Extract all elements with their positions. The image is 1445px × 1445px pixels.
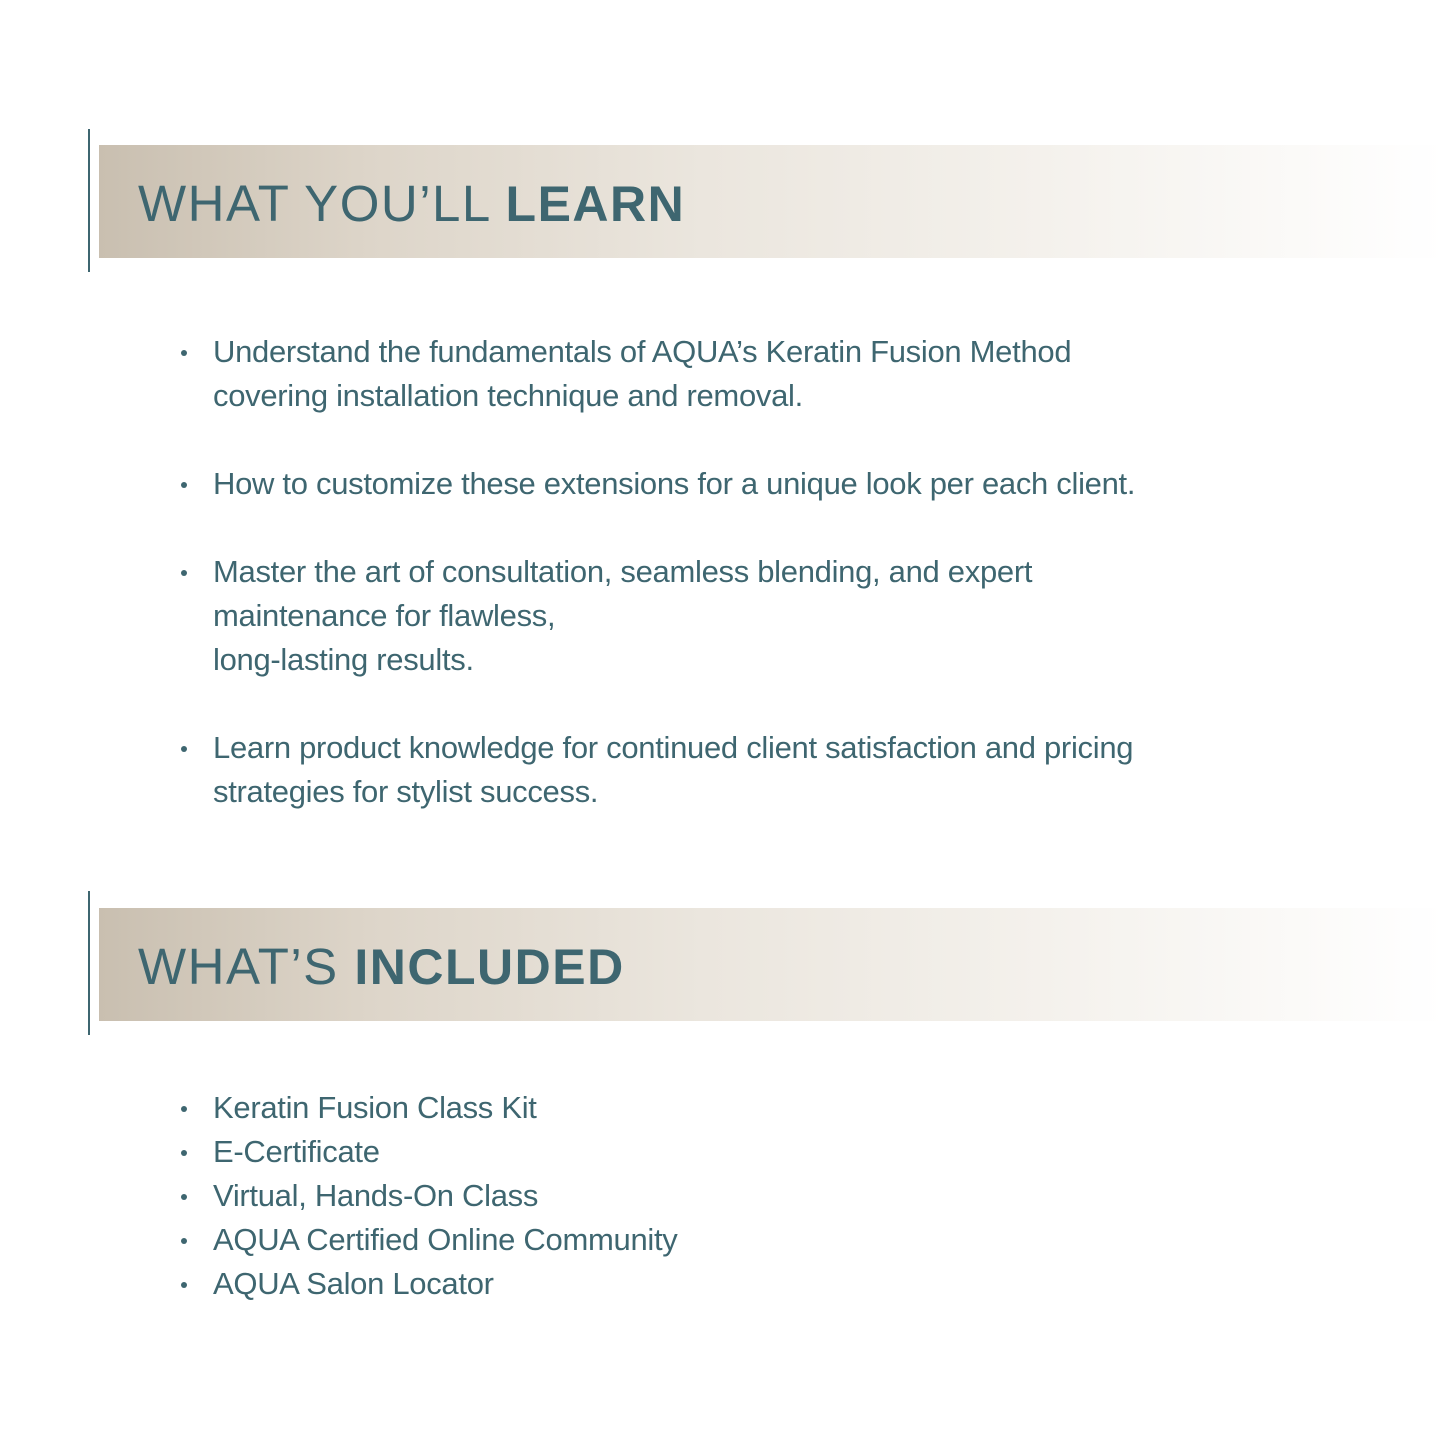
learn-heading xyxy=(138,174,686,232)
bullet-icon xyxy=(181,482,187,488)
bullet-icon xyxy=(181,1150,187,1156)
bullet-icon xyxy=(181,350,187,356)
included-heading xyxy=(138,937,625,995)
learn-list-item xyxy=(175,550,1135,682)
included-list xyxy=(175,1086,677,1306)
included-item-label: E-Certificate xyxy=(213,1134,380,1169)
learn-list-item xyxy=(175,330,1135,418)
learn-banner xyxy=(99,145,1445,258)
section-rule-learn xyxy=(88,129,90,272)
learn-item-line: Understand the fundamentals of AQUA’s Keratin Fusion Method xyxy=(213,334,1072,369)
bullet-icon xyxy=(181,746,187,752)
included-heading-bold: INCLUDED xyxy=(354,939,625,995)
learn-item-line: maintenance for flawless, xyxy=(213,598,556,633)
learn-item-line: Master the art of consultation, seamless blending, and expert xyxy=(213,554,1033,589)
included-list-item xyxy=(175,1130,677,1174)
learn-item-line: long-lasting results. xyxy=(213,642,474,677)
included-item-label: AQUA Certified Online Community xyxy=(213,1222,678,1257)
included-item-label: Virtual, Hands-On Class xyxy=(213,1178,539,1213)
learn-list-item xyxy=(175,726,1135,814)
bullet-icon xyxy=(181,1238,187,1244)
learn-item-line: covering installation technique and removal. xyxy=(213,378,803,413)
learn-list xyxy=(175,330,1135,814)
learn-item-line: Learn product knowledge for continued client satisfaction and pricing xyxy=(213,730,1134,765)
included-list-item xyxy=(175,1174,677,1218)
bullet-icon xyxy=(181,1282,187,1288)
included-heading-light: WHAT’S xyxy=(138,938,355,995)
learn-heading-bold: LEARN xyxy=(505,176,686,232)
learn-item-line: strategies for stylist success. xyxy=(213,774,599,809)
included-item-label: AQUA Salon Locator xyxy=(213,1266,494,1301)
bullet-icon xyxy=(181,570,187,576)
included-list-item xyxy=(175,1262,677,1306)
learn-heading-light: WHAT YOU’LL xyxy=(138,175,506,232)
learn-list-item xyxy=(175,462,1135,506)
bullet-icon xyxy=(181,1106,187,1112)
bullet-icon xyxy=(181,1194,187,1200)
learn-item-line: How to customize these extensions for a unique look per each client. xyxy=(213,466,1136,501)
included-banner xyxy=(99,908,1445,1021)
included-item-label: Keratin Fusion Class Kit xyxy=(213,1090,537,1125)
section-rule-included xyxy=(88,891,90,1035)
included-list-item xyxy=(175,1218,677,1262)
included-list-item xyxy=(175,1086,677,1130)
